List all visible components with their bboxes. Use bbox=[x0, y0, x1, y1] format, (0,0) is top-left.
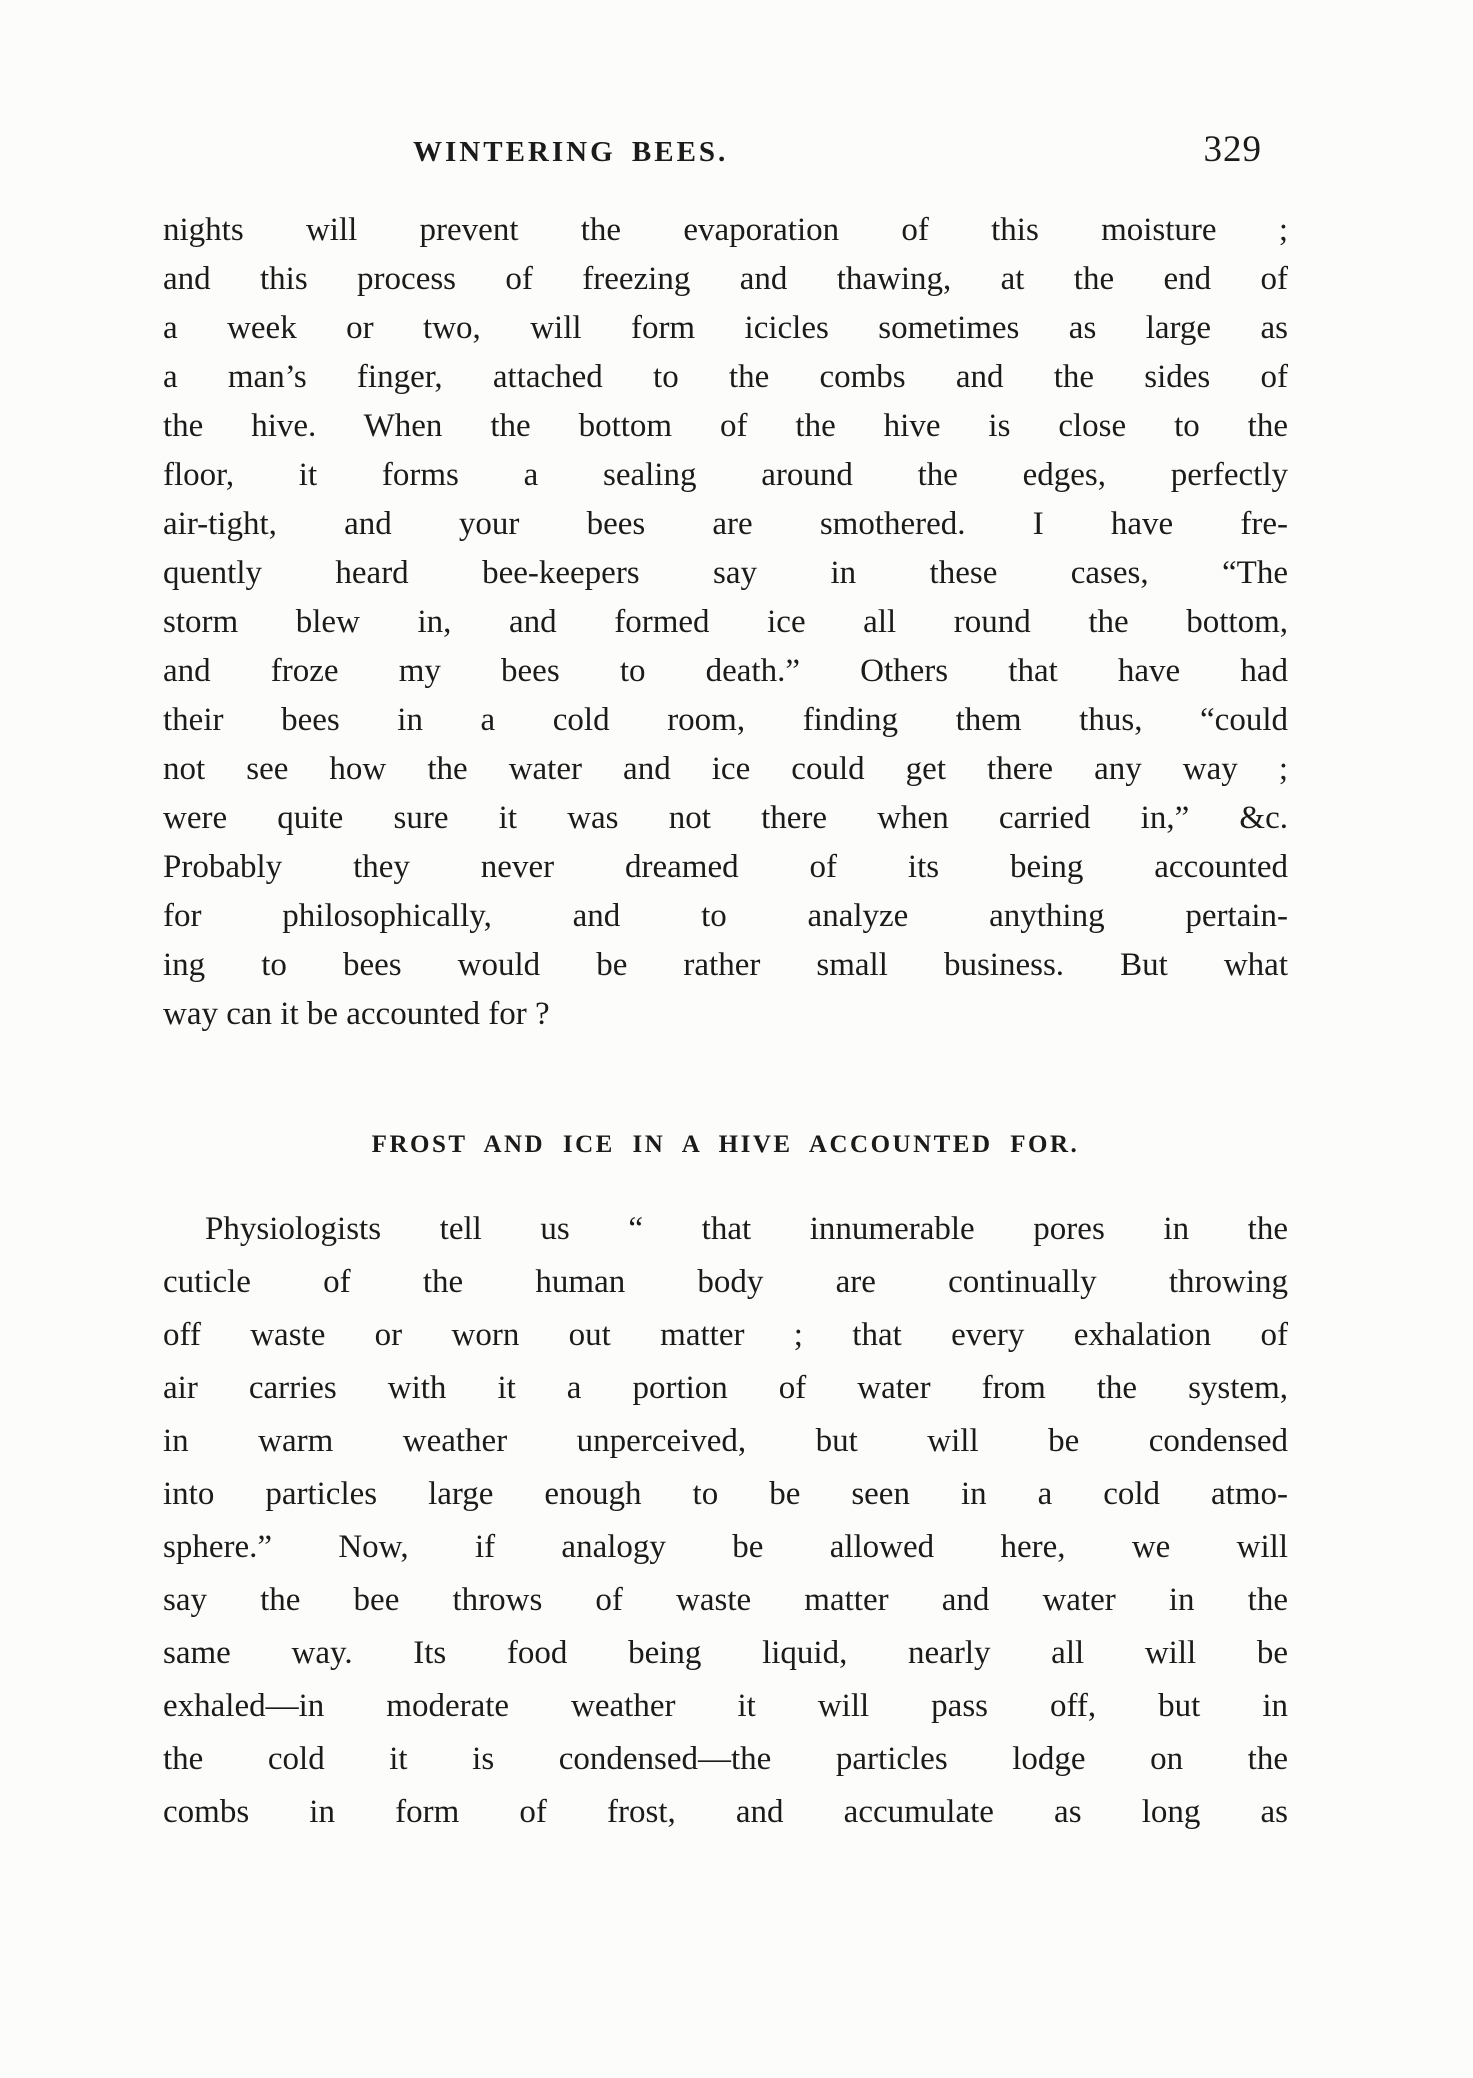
text-line: air carries with it a portion of water from the system, bbox=[163, 1370, 1288, 1406]
text-line: sphere.” Now, if analogy be allowed here, we will bbox=[163, 1529, 1288, 1565]
section-heading: FROST AND ICE IN A HIVE ACCOUNTED FOR. bbox=[371, 1131, 1080, 1158]
text-line: nights will prevent the evaporation of this moisture ; bbox=[163, 212, 1288, 248]
text-line: in warm weather unperceived, but will be condensed bbox=[163, 1423, 1288, 1459]
text-line: not see how the water and ice could get there any way ; bbox=[163, 751, 1288, 787]
text-line: off waste or worn out matter ; that every exhalation of bbox=[163, 1317, 1288, 1353]
text-line: were quite sure it was not there when carried in,” &c. bbox=[163, 800, 1288, 836]
text-line: ing to bees would be rather small business. But what bbox=[163, 947, 1288, 983]
running-header bbox=[163, 128, 1288, 180]
paragraph-2 bbox=[163, 1203, 1288, 1839]
text-line: exhaled—in moderate weather it will pass off, but in bbox=[163, 1688, 1288, 1724]
text-line: storm blew in, and formed ice all round the bottom, bbox=[163, 604, 1288, 640]
text-line: Physiologists tell us “ that innumerable pores in the bbox=[205, 1211, 1288, 1247]
text-line: same way. Its food being liquid, nearly all will be bbox=[163, 1635, 1288, 1671]
text-line: for philosophically, and to analyze anything pertain- bbox=[163, 898, 1288, 934]
text-line: way can it be accounted for ? bbox=[163, 996, 550, 1032]
text-line: air-tight, and your bees are smothered. I have fre- bbox=[163, 506, 1288, 542]
text-line: quently heard bee-keepers say in these cases, “The bbox=[163, 555, 1288, 591]
text-line: say the bee throws of waste matter and water in the bbox=[163, 1582, 1288, 1618]
paragraph-1 bbox=[163, 206, 1288, 1039]
text-line: the cold it is condensed—the particles lodge on the bbox=[163, 1741, 1288, 1777]
text-line: the hive. When the bottom of the hive is close to the bbox=[163, 408, 1288, 444]
text-line: into particles large enough to be seen in a cold atmo- bbox=[163, 1476, 1288, 1512]
text-line: combs in form of frost, and accumulate as long as bbox=[163, 1794, 1288, 1830]
text-line: Probably they never dreamed of its being accounted bbox=[163, 849, 1288, 885]
text-line: and froze my bees to death.” Others that have had bbox=[163, 653, 1288, 689]
text-line: cuticle of the human body are continually throwing bbox=[163, 1264, 1288, 1300]
text-line: and this process of freezing and thawing, at the end of bbox=[163, 261, 1288, 297]
text-line: a week or two, will form icicles sometimes as large as bbox=[163, 310, 1288, 346]
running-title: WINTERING BEES. bbox=[413, 136, 729, 168]
text-block bbox=[163, 128, 1288, 1839]
page-number: 329 bbox=[1203, 129, 1262, 170]
text-line: a man’s finger, attached to the combs and the sides of bbox=[163, 359, 1288, 395]
text-line: floor, it forms a sealing around the edges, perfectly bbox=[163, 457, 1288, 493]
text-line: their bees in a cold room, finding them thus, “could bbox=[163, 702, 1288, 738]
